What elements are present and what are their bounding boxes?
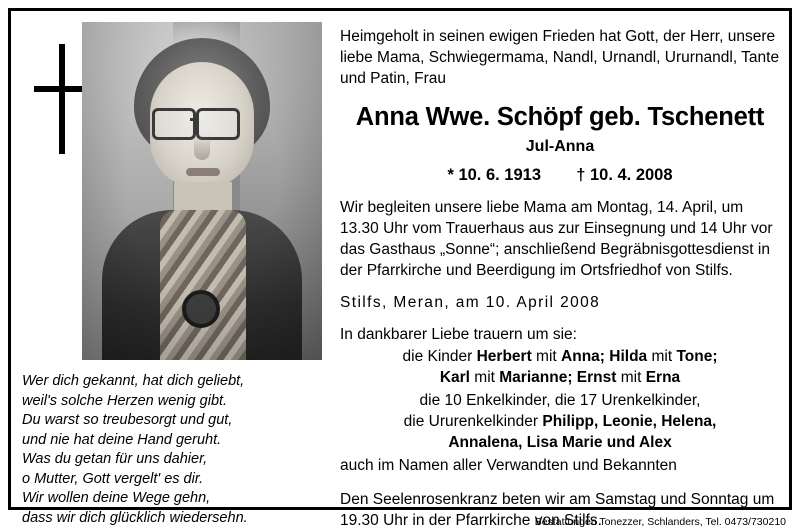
grandchildren-line: die 10 Enkelkinder, die 17 Urenkelkinder, [419,392,701,409]
poem-line: Wer dich gekannt, hat dich geliebt, [22,373,245,389]
memorial-poem [22,372,318,528]
great-great-names: Philipp, Leonie, Helena, [542,413,717,430]
great-great-grandchildren-line-1 [340,411,780,432]
poem-line: weil's solche Herzen wenig gibt. [22,392,228,409]
intro-text: Heimgeholt in seinen ewigen Frieden hat Gott, der Herr, unsere liebe Mama, Schwiegermama, Nandl, Urnandl, Ururnandl, Tante und Patin, Frau [340,28,780,87]
children-line-1 [340,346,780,367]
poem-line: Du warst so treubesorgt und gut, [22,412,233,428]
place-and-date: Stilfs, Meran, am 10. April 2008 [340,294,601,311]
left-column [22,22,322,526]
child-name: Karl [439,369,470,386]
portrait-image [82,22,322,360]
funeral-details: Wir begleiten unsere liebe Mama am Montag, 14. April, um 13.30 Uhr vom Trauerhaus aus zur Einsegnung und 14 Uhr vor das Gasthaus „Sonne“; anschließend Begräbnisgottesdienst in der Pfarrkirche und Beerdigung im Ortsfriedhof von Stilfs. [340,199,773,279]
children-list [340,346,780,388]
great-great-names: Annalena, Lisa Marie und Alex [448,434,672,451]
mourners-intro: In dankbarer Liebe trauern um sie: [340,326,577,343]
birth-date: * 10. 6. 1913 [447,166,542,184]
poem-line: o Mutter, Gott vergelt' es dir. [22,470,204,487]
child-name: Ernst [576,369,617,386]
child-spouse: Marianne; [499,369,573,386]
child-name: Hilda [609,348,648,365]
children-connector: mit [647,348,677,365]
portrait-photo [82,22,322,360]
closing-line: auch im Namen aller Verwandten und Bekannten [340,457,677,474]
great-great-grandchildren-line-2 [340,432,780,453]
death-date: † 10. 4. 2008 [576,166,673,184]
great-great-prefix: die Ururenkelkinder [403,413,543,430]
life-dates [340,166,780,185]
poem-line: dass wir dich glücklich wiedersehn. [22,509,248,526]
children-line-2 [340,367,780,388]
poem-line: Wir wollen deine Wege gehn, [22,490,211,506]
grandchildren-block [340,390,780,453]
poem-line: Was du getan für uns dahier, [22,451,208,467]
cross-vertical-bar [59,44,65,154]
child-name: Herbert [476,348,532,365]
children-prefix: die Kinder [402,348,477,365]
rosary-info: Den Seelenrosenkranz beten wir am Samstag und Sonntag um 19.30 Uhr in der Pfarrkirche von Stilfs. [340,491,775,529]
deceased-name: Anna Wwe. Schöpf geb. Tschenett [355,103,765,131]
children-connector: mit [616,369,646,386]
child-spouse: Tone; [676,348,718,365]
poem-line: und nie hat deine Hand geruht. [22,431,222,448]
right-column [340,26,780,531]
children-connector: mit [469,369,500,386]
child-spouse: Erna [645,369,681,386]
portrait-vignette [82,22,322,360]
deceased-nickname: Jul-Anna [525,138,595,155]
funeral-home-credit: Bestattungen Tonezzer, Schlanders, Tel. 0473/730210 [534,516,786,528]
child-spouse: Anna; [561,348,605,365]
children-connector: mit [531,348,562,365]
